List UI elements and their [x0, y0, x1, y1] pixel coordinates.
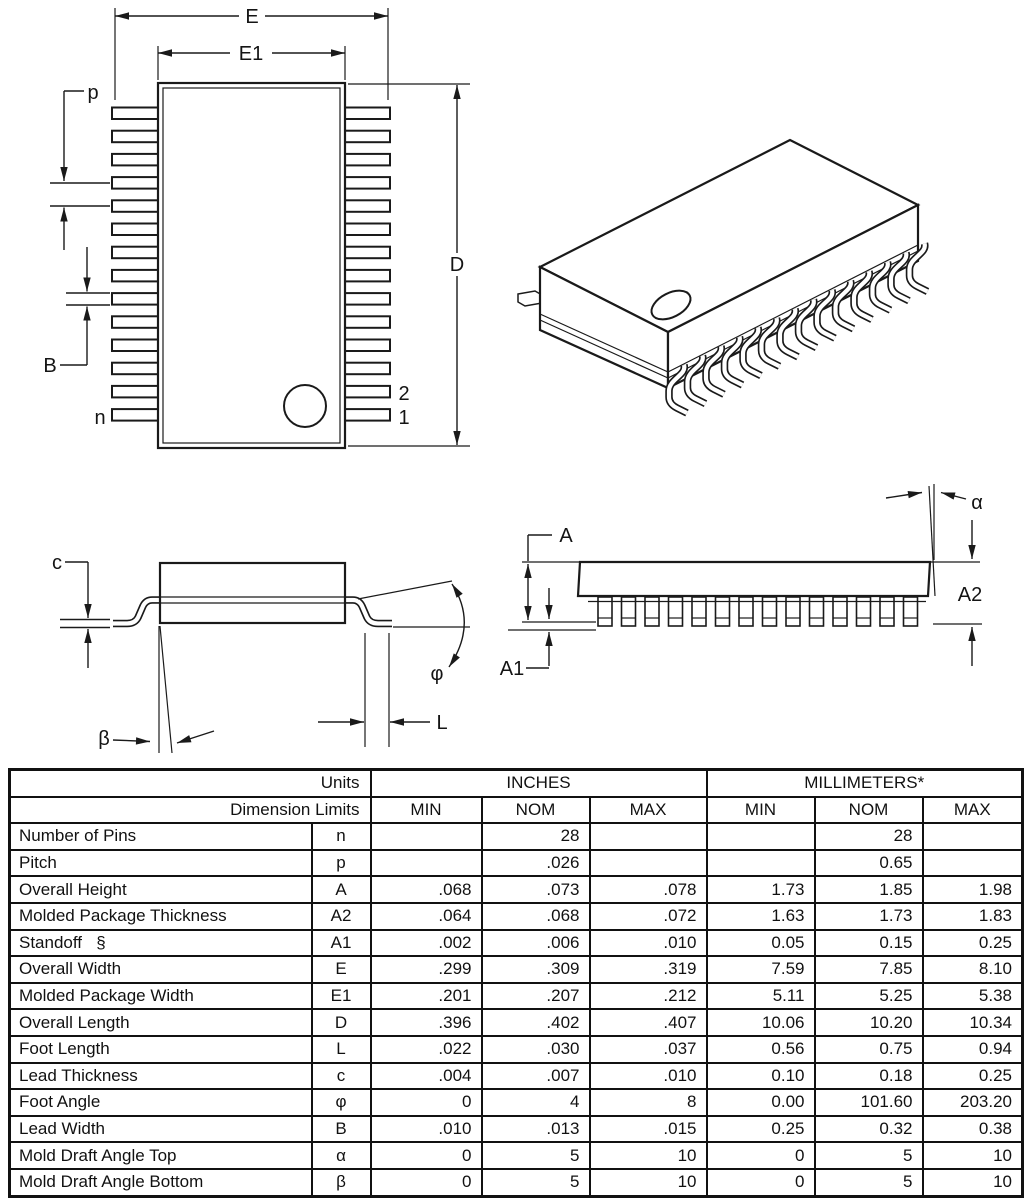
pin-n-label: n	[94, 407, 106, 429]
pin	[112, 224, 158, 236]
nom-header: NOM	[482, 797, 590, 824]
pin	[112, 177, 158, 189]
pin	[344, 247, 390, 259]
value-cell: 28	[815, 823, 923, 850]
value-cell	[590, 850, 707, 877]
dim-label-beta: β	[98, 728, 110, 750]
value-cell: 203.20	[923, 1089, 1023, 1116]
dim-label-alpha: α	[971, 492, 983, 514]
value-cell: .010	[371, 1116, 482, 1143]
table-row	[10, 1169, 1023, 1196]
value-cell: 1.63	[707, 903, 815, 930]
table-row	[10, 1063, 1023, 1090]
value-cell: 8.10	[923, 956, 1023, 983]
dim-label-c: c	[52, 552, 62, 574]
pin	[112, 293, 158, 305]
value-cell: 5	[815, 1169, 923, 1196]
value-cell: 5.25	[815, 983, 923, 1010]
pin	[112, 386, 158, 398]
value-cell: 0	[371, 1169, 482, 1196]
value-cell: 1.98	[923, 876, 1023, 903]
pin	[112, 409, 158, 421]
value-cell: 10	[923, 1169, 1023, 1196]
value-cell: .007	[482, 1063, 590, 1090]
pin	[344, 224, 390, 236]
dim-label-a2: A2	[957, 584, 983, 606]
pin	[112, 340, 158, 352]
dimensions-table	[8, 768, 1024, 1198]
table-row	[10, 1142, 1023, 1169]
value-cell: .015	[590, 1116, 707, 1143]
value-cell: .026	[482, 850, 590, 877]
dim-name: Overall Length	[10, 1009, 312, 1036]
value-cell: .319	[590, 956, 707, 983]
dim-symbol: A1	[312, 930, 371, 957]
pin	[112, 363, 158, 375]
value-cell: 0	[371, 1089, 482, 1116]
dim-symbol: L	[312, 1036, 371, 1063]
value-cell: .030	[482, 1036, 590, 1063]
pin	[344, 131, 390, 143]
value-cell: 4	[482, 1089, 590, 1116]
dim-symbol: p	[312, 850, 371, 877]
value-cell: 10	[923, 1142, 1023, 1169]
value-cell: .010	[590, 1063, 707, 1090]
dim-name: Mold Draft Angle Top	[10, 1142, 312, 1169]
value-cell: .068	[482, 903, 590, 930]
value-cell	[707, 850, 815, 877]
value-cell: .309	[482, 956, 590, 983]
side-view-front	[52, 552, 470, 753]
pin	[344, 386, 390, 398]
pin-1-label: 1	[398, 407, 410, 429]
table-row	[10, 1116, 1023, 1143]
value-cell: 5	[482, 1169, 590, 1196]
dim-name: Molded Package Thickness	[10, 903, 312, 930]
dim-symbol: c	[312, 1063, 371, 1090]
value-cell: 28	[482, 823, 590, 850]
table-row	[10, 903, 1023, 930]
value-cell: 10.06	[707, 1009, 815, 1036]
table-row	[10, 823, 1023, 850]
value-cell	[923, 823, 1023, 850]
value-cell: 10	[590, 1142, 707, 1169]
foot-angle-arc	[449, 584, 464, 667]
table-header-row	[10, 770, 1023, 797]
nom-header: NOM	[815, 797, 923, 824]
dim-symbol: α	[312, 1142, 371, 1169]
value-cell: .396	[371, 1009, 482, 1036]
value-cell: 10.20	[815, 1009, 923, 1036]
value-cell: .078	[590, 876, 707, 903]
pin	[112, 270, 158, 282]
dim-name: Overall Height	[10, 876, 312, 903]
value-cell: 7.85	[815, 956, 923, 983]
value-cell	[371, 850, 482, 877]
value-cell: .037	[590, 1036, 707, 1063]
value-cell: 5.11	[707, 983, 815, 1010]
top-view	[43, 5, 470, 448]
value-cell	[590, 823, 707, 850]
dimension-limits-header: Dimension Limits	[10, 797, 371, 824]
value-cell: 1.73	[815, 903, 923, 930]
lead-stub	[518, 291, 542, 306]
value-cell: .013	[482, 1116, 590, 1143]
value-cell: 7.59	[707, 956, 815, 983]
dim-symbol: β	[312, 1169, 371, 1196]
dim-label-b: B	[43, 355, 57, 377]
value-cell: 1.83	[923, 903, 1023, 930]
value-cell: .068	[371, 876, 482, 903]
dim-name: Number of Pins	[10, 823, 312, 850]
value-cell	[923, 850, 1023, 877]
pin-2-label: 2	[398, 383, 410, 405]
value-cell: .212	[590, 983, 707, 1010]
value-cell: 0.18	[815, 1063, 923, 1090]
dim-label-p: p	[87, 82, 99, 104]
pin	[344, 340, 390, 352]
dim-symbol: E1	[312, 983, 371, 1010]
max-header: MAX	[923, 797, 1023, 824]
dim-label-phi: φ	[430, 663, 444, 685]
pin	[344, 293, 390, 305]
table-row	[10, 1089, 1023, 1116]
table-row	[10, 850, 1023, 877]
value-cell: 0.10	[707, 1063, 815, 1090]
value-cell: 1.85	[815, 876, 923, 903]
value-cell: 0	[707, 1142, 815, 1169]
dim-label-l: L	[436, 712, 448, 734]
dim-name: Lead Thickness	[10, 1063, 312, 1090]
table-row	[10, 956, 1023, 983]
dim-symbol: n	[312, 823, 371, 850]
value-cell: 0.32	[815, 1116, 923, 1143]
dim-label-e: E	[245, 6, 259, 28]
isometric-view	[518, 140, 928, 413]
dim-symbol: D	[312, 1009, 371, 1036]
pin	[344, 177, 390, 189]
value-cell: 0.56	[707, 1036, 815, 1063]
pin	[344, 316, 390, 328]
min-header: MIN	[371, 797, 482, 824]
table-row	[10, 1036, 1023, 1063]
value-cell: 0.75	[815, 1036, 923, 1063]
value-cell: 1.73	[707, 876, 815, 903]
value-cell: .207	[482, 983, 590, 1010]
value-cell: 0.25	[923, 930, 1023, 957]
value-cell: .407	[590, 1009, 707, 1036]
pin	[112, 200, 158, 212]
table-row	[10, 1009, 1023, 1036]
dim-label-a1: A1	[499, 658, 525, 680]
value-cell: 0.15	[815, 930, 923, 957]
value-cell: 0.25	[923, 1063, 1023, 1090]
value-cell: 0.65	[815, 850, 923, 877]
value-cell: 5	[815, 1142, 923, 1169]
pin	[112, 316, 158, 328]
value-cell: 0	[371, 1142, 482, 1169]
pin	[344, 154, 390, 166]
units-header: Units	[10, 770, 371, 797]
dim-symbol: E	[312, 956, 371, 983]
min-header: MIN	[707, 797, 815, 824]
value-cell: 0	[707, 1169, 815, 1196]
value-cell: .022	[371, 1036, 482, 1063]
package-body-front-view	[160, 563, 345, 623]
dim-symbol: φ	[312, 1089, 371, 1116]
value-cell: .402	[482, 1009, 590, 1036]
value-cell: .072	[590, 903, 707, 930]
value-cell: 10	[590, 1169, 707, 1196]
value-cell: .002	[371, 930, 482, 957]
value-cell: 5	[482, 1142, 590, 1169]
millimeters-header: MILLIMETERS*	[707, 770, 1023, 797]
pin1-indicator-circle	[284, 385, 326, 427]
dim-name: Pitch	[10, 850, 312, 877]
value-cell: 10.34	[923, 1009, 1023, 1036]
dim-symbol: A	[312, 876, 371, 903]
value-cell: 0.38	[923, 1116, 1023, 1143]
dim-name: Foot Angle	[10, 1089, 312, 1116]
dim-label-d: D	[449, 254, 465, 276]
pin	[344, 363, 390, 375]
value-cell: 0.00	[707, 1089, 815, 1116]
pin	[112, 108, 158, 120]
pin	[344, 409, 390, 421]
value-cell: .299	[371, 956, 482, 983]
value-cell: .073	[482, 876, 590, 903]
value-cell: .004	[371, 1063, 482, 1090]
inches-header: INCHES	[371, 770, 707, 797]
dim-name: Foot Length	[10, 1036, 312, 1063]
pin	[344, 200, 390, 212]
value-cell: 0.94	[923, 1036, 1023, 1063]
table-row	[10, 876, 1023, 903]
dim-label-a: A	[559, 525, 573, 547]
value-cell: .201	[371, 983, 482, 1010]
value-cell	[707, 823, 815, 850]
max-header: MAX	[590, 797, 707, 824]
value-cell: 8	[590, 1089, 707, 1116]
value-cell: .064	[371, 903, 482, 930]
dim-symbol: A2	[312, 903, 371, 930]
pin	[344, 270, 390, 282]
value-cell: .010	[590, 930, 707, 957]
pin	[112, 131, 158, 143]
dim-name: Lead Width	[10, 1116, 312, 1143]
table-row	[10, 983, 1023, 1010]
side-view-end	[500, 484, 983, 680]
pin	[112, 247, 158, 259]
dim-symbol: B	[312, 1116, 371, 1143]
value-cell	[371, 823, 482, 850]
dim-name: Overall Width	[10, 956, 312, 983]
value-cell: 0.25	[707, 1116, 815, 1143]
table-row	[10, 930, 1023, 957]
dim-name: Standoff §	[10, 930, 312, 957]
value-cell: 5.38	[923, 983, 1023, 1010]
dim-label-e1: E1	[238, 43, 264, 65]
value-cell: .006	[482, 930, 590, 957]
dim-name: Molded Package Width	[10, 983, 312, 1010]
value-cell: 0.05	[707, 930, 815, 957]
dim-name: Mold Draft Angle Bottom	[10, 1169, 312, 1196]
package-body-end-view	[578, 562, 930, 596]
pin	[112, 154, 158, 166]
value-cell: 101.60	[815, 1089, 923, 1116]
table-header-row	[10, 797, 1023, 824]
pin	[344, 108, 390, 120]
